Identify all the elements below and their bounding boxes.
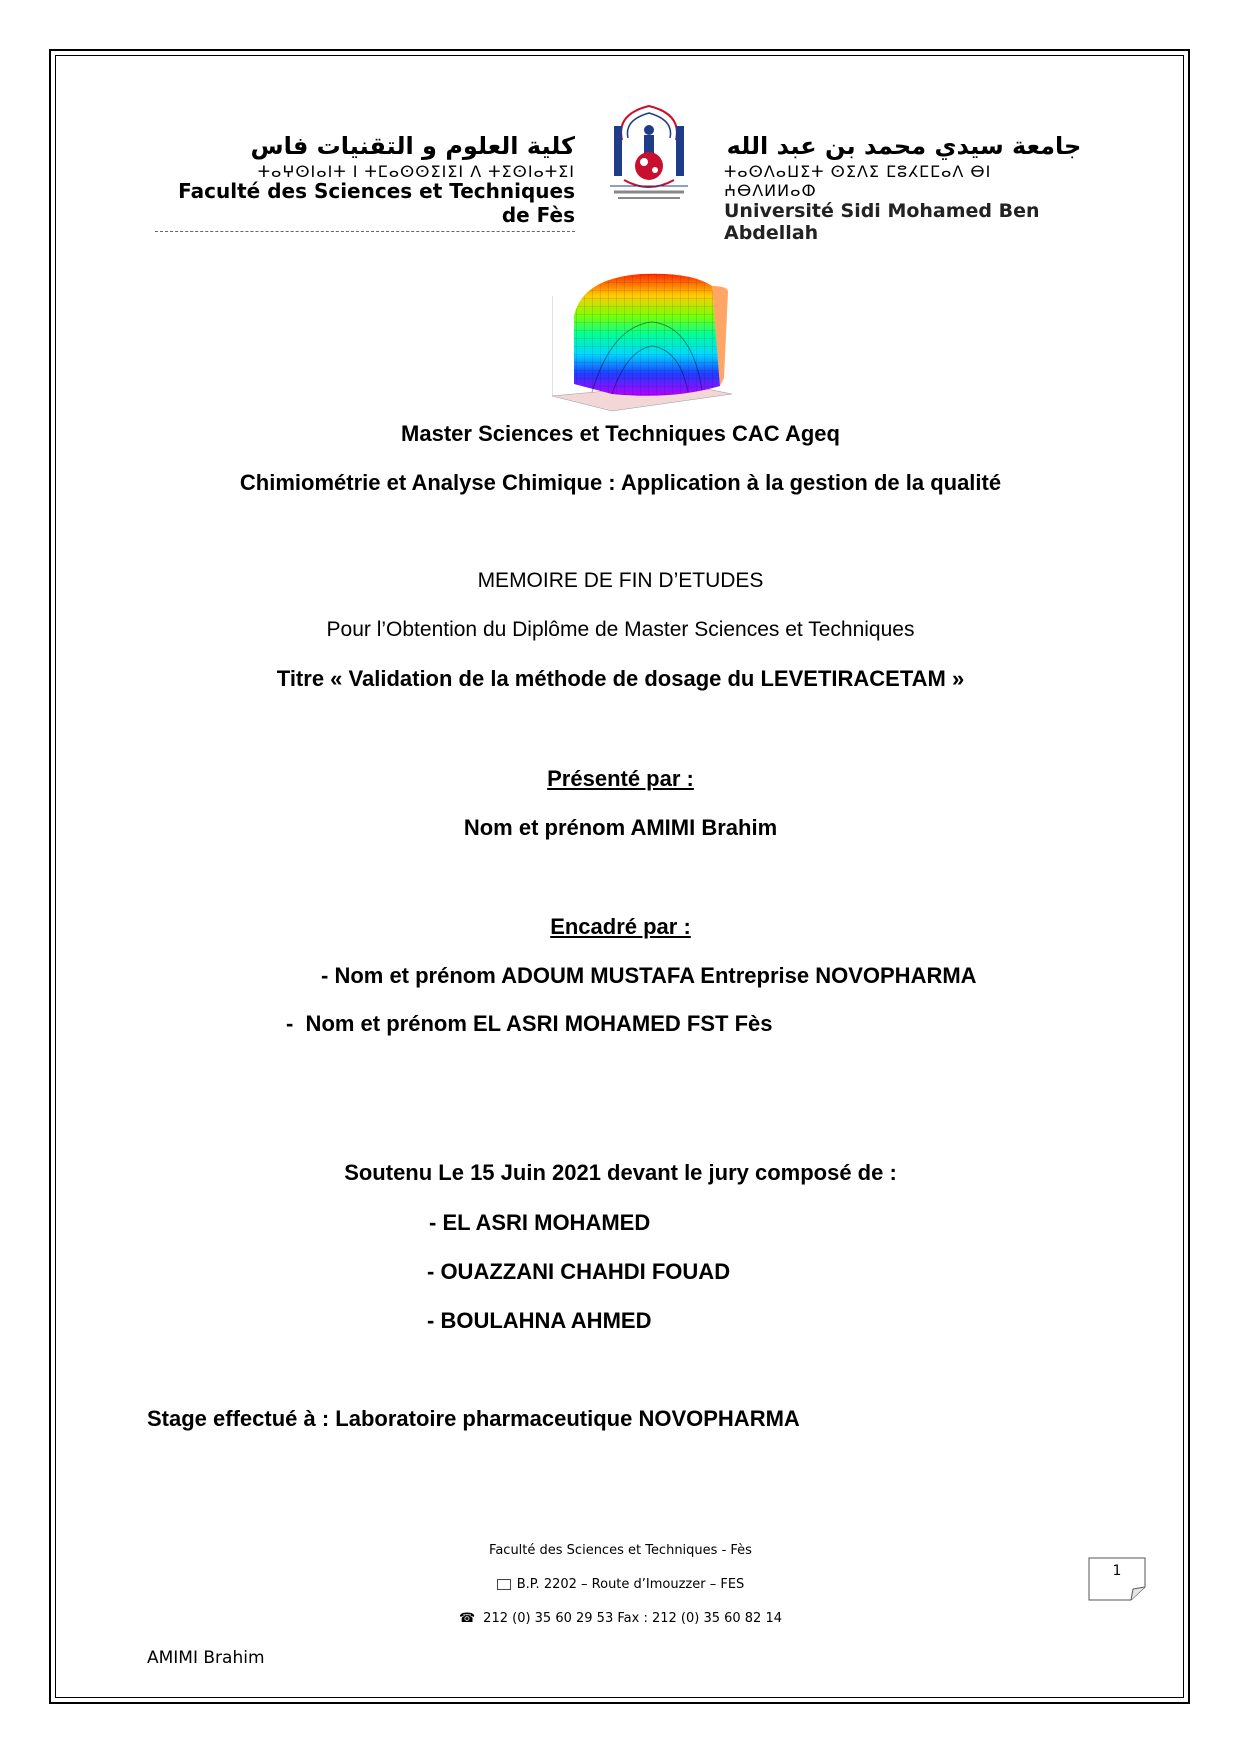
usmba-logo (724, 132, 1084, 244)
supervised-by-heading: Encadré par : (550, 914, 691, 939)
usmba-name-arabic: جامعة سيدي محمد بن عبد الله (726, 132, 1082, 160)
student-name: Nom et prénom AMIMI Brahim (463, 815, 778, 840)
jury-member: - OUAZZANI CHAHDI FOUAD (427, 1259, 731, 1284)
footer-faculty: Faculté des Sciences et Techniques - Fès (489, 1543, 752, 1558)
footer-address-line (0, 1577, 1241, 1592)
response-surface-image (552, 266, 752, 416)
fst-name-latin: Faculté des Sciences et Techniques de Fès (178, 179, 575, 227)
presented-by-heading: Présenté par : (547, 766, 694, 791)
fst-logo-rule (155, 231, 575, 232)
supervisor-item: - Nom et prénom ADOUM MUSTAFA Entreprise NOVOPHARMA (321, 963, 977, 988)
footer-phone-line (0, 1611, 1241, 1626)
thesis-purpose: Pour l’Obtention du Diplôme de Master Sciences et Techniques (326, 618, 915, 641)
fst-logo (155, 132, 575, 232)
usmba-name-tifinagh: ⵜⴰⵙⴷⴰⵡⵉⵜ ⵙⵉⴷⵉ ⵎⵓⵃⵎⵎⴰⴷ ⴱⵏ ⵄⴱⴷⵍⵍⴰⵀ (724, 162, 992, 200)
master-program: Master Sciences et Techniques CAC Ageq (401, 421, 840, 446)
jury-member: - BOULAHNA AHMED (427, 1308, 652, 1333)
supervisor-item: - Nom et prénom EL ASRI MOHAMED FST Fès (286, 1011, 773, 1036)
thesis-title: Titre « Validation de la méthode de dosage du LEVETIRACETAM » (276, 666, 965, 691)
footer-address: B.P. 2202 – Route d’Imouzzer – FES (516, 1577, 745, 1592)
usmba-name-latin: Université Sidi Mohamed Ben Abdellah (724, 200, 1040, 244)
defense-statement: Soutenu Le 15 Juin 2021 devant le jury composé de : (344, 1160, 897, 1185)
page-number: 1 (1112, 1563, 1122, 1579)
fst-name-arabic: كلية العلوم و التقنيات فاس (250, 132, 575, 160)
fst-name-tifinagh: ⵜⴰⵖⵙⵏⴰⵏⵜ ⵏ ⵜⵎⴰⵙⵙⵉⵏⵉⵏ ⴷ ⵜⵉⵙⵏⴰⵜⵉⵏ (257, 162, 575, 181)
university-emblem-icon (604, 100, 694, 212)
jury-member: - EL ASRI MOHAMED (429, 1210, 651, 1235)
internship-location: Stage effectué à : Laboratoire pharmaceutique NOVOPHARMA (147, 1406, 800, 1431)
footer-author: AMIMI Brahim (147, 1648, 265, 1668)
footer-phone: 212 (0) 35 60 29 53 Fax : 212 (0) 35 60 82 14 (483, 1611, 783, 1626)
thesis-type: MEMOIRE DE FIN D’ETUDES (477, 569, 764, 592)
mail-icon (497, 1579, 511, 1590)
master-specialty: Chimiométrie et Analyse Chimique : Application à la gestion de la qualité (239, 470, 1002, 495)
phone-icon: ☎ (458, 1611, 476, 1626)
